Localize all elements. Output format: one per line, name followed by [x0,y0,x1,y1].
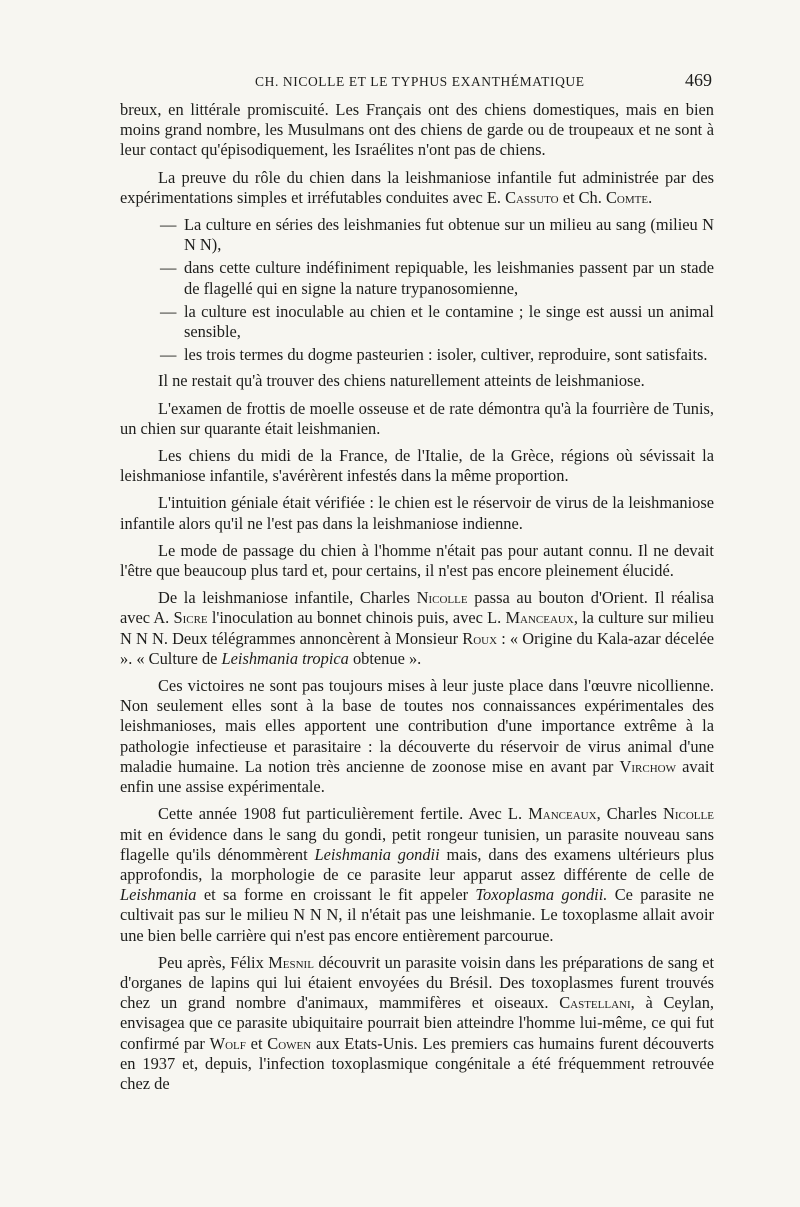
text-run: Les chiens du midi de la France, de l'Italie, de la Grèce, régions où sévissait la leishmaniose infantile, s'avérèrent infestés dans la même proportion. [120,446,714,486]
text-run: Le mode de passage du chien à l'homme n'était pas pour autant connu. Il ne devait l'être que beaucoup plus tard et, pour certains, il n'est pas encore pleinement élucidé. [120,540,714,581]
paragraph-p7 [120,541,714,581]
list-item-text: les trois termes du dogme pasteurien : isoler, cultiver, reproduire, sont satisfaits. [184,345,708,365]
paragraph-p6 [120,493,714,533]
author-name: Sicre [173,608,208,628]
text-run: : « Origine du Kala-azar décelée ». « Culture de [120,628,714,668]
text-run: Peu après, Félix [158,952,269,972]
author-name: Comte [605,187,649,207]
italic-term: Leishmania tropica [221,648,349,668]
text-run: et Ch. [558,187,606,207]
author-name: Virchow [619,756,676,776]
text-run: L'intuition géniale était vérifiée : le chien est le réservoir de virus de la leishmaniose infantile alors qu'il ne l'est pas dans la leishmaniose indienne. [120,493,714,533]
list-item-text: dans cette culture indéfiniment repiquable, les leishmanies passent par un stade de flagellé qui en signe la nature trypanosomienne, [184,258,714,298]
author-name: Castellani [559,993,631,1013]
italic-term: Leishmania [120,885,197,905]
author-name: Mesnil [268,952,314,972]
author-name: Manceaux [505,608,574,628]
text-run: , Charles [596,804,664,824]
paragraph-p5 [120,446,714,486]
italic-term: Leishmania gondii [314,844,440,864]
running-title: CH. NICOLLE ET LE TYPHUS EXANTHÉMATIQUE [255,74,585,89]
author-name: Cowen [267,1033,312,1053]
list-item [120,215,714,255]
dash-marker: — [160,301,177,321]
text-run: . [648,187,653,207]
text-run: et sa forme en croissant le fit appeler [196,885,476,905]
paragraphs-after-list [120,371,714,1094]
paragraph-p4 [120,399,714,439]
paragraph-p2 [120,168,714,208]
paragraph-p9 [120,676,714,797]
paragraph-p8 [120,588,714,669]
dash-list [120,215,714,365]
text-run: et [245,1033,268,1053]
text-run: avait enfin une assise expérimentale. [120,756,715,797]
text-run: mit en évidence dans le sang du gondi, petit rongeur tunisien, un parasite nouveau sans flagelle qu'ils dénommèrent [120,824,714,864]
list-item [120,258,714,298]
text-run: Ce parasite ne cultivait pas sur le milieu N N N, il n'était pas une leishmanie. Le toxoplasme allait avoir une bien belle carrière qui n'est pas encore entièrement parcourue. [120,885,714,945]
body-text [120,100,714,1101]
text-run: De la leishmaniose infantile, Charles [158,588,417,608]
text-run: l'inoculation au bonnet chinois puis, avec L. [207,608,506,628]
text-run: , la culture sur milieu N N N. Deux télégrammes annoncèrent à Monsieur [120,608,714,648]
list-item-text: La culture en séries des leishmanies fut obtenue sur un milieu au sang (milieu N N N), [184,215,714,255]
text-run: aux Etats-Unis. Les premiers cas humains furent découverts en 1937 et, depuis, l'infection toxoplasmique congénitale a été fréquemment retrouvée chez de [120,1033,714,1093]
dash-marker: — [160,215,177,235]
author-name: Nicolle [416,588,468,608]
text-run: breux, en littérale promiscuité. Les Français ont des chiens domestiques, mais en bien moins grand nombre, les Musulmans ont des chiens de garde ou de troupeaux et ne sont à leur contact qu'épisodiquement, les Israélites n'ont pas de chiens. [120,100,714,160]
page-number: 469 [685,70,712,90]
text-run: L'examen de frottis de moelle osseuse et de rate démontra qu'à la fourrière de Tunis, un chien sur quarante était leishmanien. [120,398,714,438]
list-item [120,345,714,365]
text-run: découvrit un parasite voisin dans les préparations de sang et d'organes de lapins qui lui étaient envoyées du Brésil. Des toxoplasmes furent trouvés chez un grand nombre d'animaux, mammifères et oiseaux. [120,952,714,1013]
page-header [120,70,712,94]
paragraphs-before-list [120,100,714,208]
paragraph-p11 [120,953,714,1094]
text-run: Il ne restait qu'à trouver des chiens naturellement atteints de leishmaniose. [158,371,645,391]
paragraph-p10 [120,804,714,945]
dash-marker: — [160,258,177,278]
text-run: , à Ceylan, envisagea que ce parasite ubiquitaire pourrait bien atteindre l'homme lui-même, ce qui fut confirmé par [120,993,714,1053]
author-name: Nicolle [663,804,714,824]
paragraph-p3 [120,371,714,391]
author-name: Roux [462,628,498,648]
list-item-text: la culture est inoculable au chien et le contamine ; le singe est aussi un animal sensible, [184,301,714,342]
text-run: obtenue ». [348,648,422,668]
text-run: passa au bouton d'Orient. Il réalisa avec A. [120,588,714,628]
author-name: Cassuto [505,187,559,207]
dash-marker: — [160,345,177,365]
text-run: Ces victoires ne sont pas toujours mises à leur juste place dans l'œuvre nicollienne. Non seulement elles sont à la base de toutes nos connaissances expérimentales des leishmanioses, mais elles apportent une contribution d'une importance extrême à la pathologie infectieuse et parasitaire : la découverte du réservoir de virus animal d'une maladie humaine. La notion très ancienne de zoonose mise en avant par [120,676,714,776]
text-run: Cette année 1908 fut particulièrement fertile. Avec L. [158,804,529,824]
author-name: Manceaux [528,804,597,824]
text-run: La preuve du rôle du chien dans la leishmaniose infantile fut administrée par des expérimentations simples et irréfutables conduites avec E. [120,167,714,207]
italic-term: Toxoplasma gondii. [475,885,608,905]
text-run: mais, dans des examens ultérieurs plus approfondis, la morphologie de ce parasite leur apparut assez différente de celle de [120,844,714,884]
paragraph-p1 [120,100,714,161]
author-name: Wolf [209,1033,246,1053]
list-item [120,302,714,342]
